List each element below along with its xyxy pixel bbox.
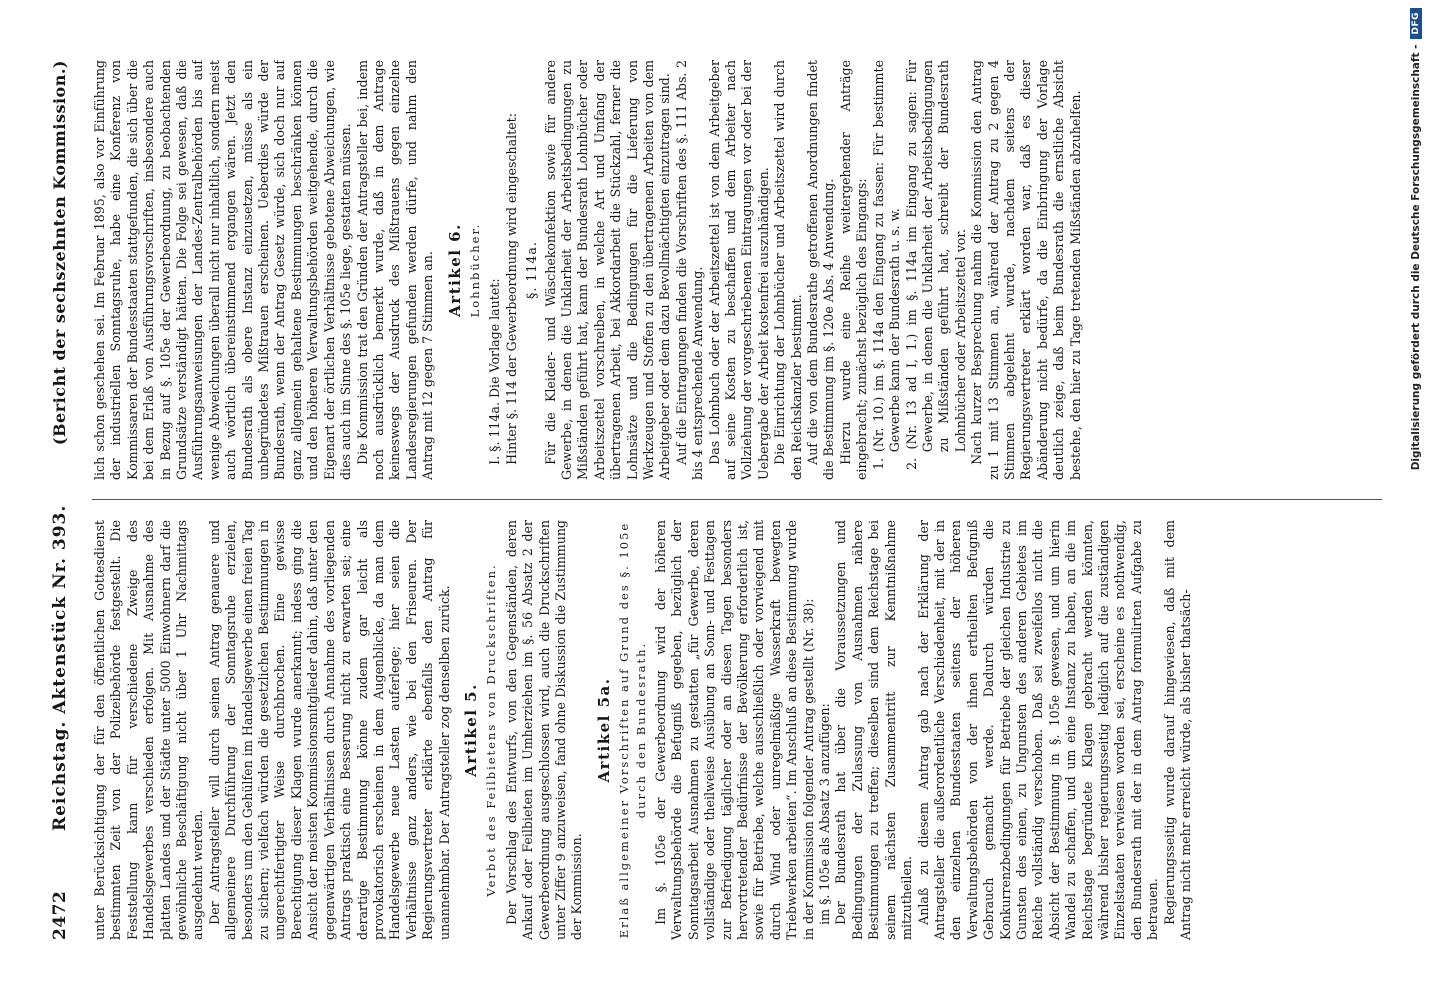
paragraph: Das Lohnbuch oder der Arbeitszettel ist von dem Arbeitgeber auf seine Kosten zu beschaffen und dem Arbeiter nach Vollziehung der vorgeschriebenen Eintragungen vor oder bei der Uebergabe der Arbeit kostenfrei auszuhändigen. <box>706 60 771 480</box>
paragraph: Der Vorschlag des Entwurfs, von den Gegenständen, deren Ankauf oder Feilbieten im Umherziehen im §. 56 Absatz 2 der Gewerbeordnung ausgeschlossen wird, auch die Druckschriften unter Ziffer 9 anzuweisen, fand ohne Diskussion die Zustimmung der Kommission. <box>503 520 585 940</box>
paragraph: Auf die von dem Bundesrathe getroffenen Anordnungen findet die Bestimmung im §. 120e Abs. 4 Anwendung. <box>805 60 837 480</box>
paragraph: Für die Kleider- und Wäschekonfektion sowie für andere Gewerbe, in denen die Unklarheit der Arbeitsbedingungen zu Mißständen geführt hat, kann der Bundesrath Lohnbücher oder Arbeitszettel vorschreiben, in welche Art und Umfang der übertragenen Arbeit, bei Akkordarbeit die Stückzahl, ferner die Lohnsätze und die Bedingungen für die Lieferung von Werkzeugen und Stoffen zu den übertragenen Arbeiten von dem Arbeitgeber oder dem dazu Bevollmächtigten einzutragen sind. <box>542 60 673 480</box>
paragraph: Der Antragsteller will durch seinen Antrag genauere und allgemeinere Durchführung der Sonntagsruhe erzielen, besonders um den Gehülfen im Handelsgewerbe einen freien Tag zu sichern; vielfach würden die gesetzlichen Bestimmungen in ungerechtfertigter Weise durchbrochen. Eine gewisse Berechtigung dieser Klagen wurde anerkannt; indess ging die Ansicht der meisten Kommissionsmitglieder dahin, daß unter den gegenwärtigen Verhältnissen durch Annahme des vorliegenden Antrags praktisch eine Besserung nicht zu erwarten sei; eine derartige Bestimmung könne zudem gar leicht als provokatorisch erscheinen in dem Augenblicke, da man dem Handelsgewerbe neue Lasten auferlege; hier seien die Verhältnisse ganz anders, wie bei den Friseuren. Der Regierungsvertreter erklärte ebenfalls den Antrag für unannehmbar. Der Antragsteller zog denselben zurück. <box>206 520 452 940</box>
amendment-item: 1. (Nr. 10.) im §. 114a den Eingang zu fassen: Für bestimmte Gewerbe kann der Bundesrath u. s. w. <box>870 60 903 470</box>
paragraph: Regierungsseitig wurde darauf hingewiesen, daß mit dem Antrag nicht mehr erreicht würde, als bisher thatsäch- <box>1161 520 1193 940</box>
digitization-label <box>1404 8 1428 992</box>
left-column <box>92 520 1382 940</box>
digitization-note: Digitalisierung gefördert durch die Deutsche Forschungsgemeinschaft - <box>1410 44 1422 471</box>
paragraph: Hinter §. 114 der Gewerbeordnung wird eingeschaltet: <box>503 113 519 465</box>
article-5-subheading: Verbot des Feilbietens von Druckschriften. <box>484 563 499 897</box>
report-title: (Bericht der sechszehnten Kommission.) <box>50 60 69 446</box>
paragraph: Die Kommission trat den Gründen der Antragsteller bei, indem noch ausdrücklich bemerkt wurde, daß in dem Antrage keineswegs der Ausdruck des Mißtrauens gegen einzelne Landesregierungen gefunden werden dürfe, und nahm den Antrag mit 12 gegen 7 Stimmen an. <box>354 60 436 480</box>
right-column <box>92 60 1382 480</box>
paragraph: lich schon geschehen sei. Im Februar 1895, also vor Einführung der industriellen Sonntagsruhe, habe eine Konferenz von Kommissaren der Bundesstaaten stattgefunden, die sich über die bei dem Erlaß von Ausführungsvorschriften, insbesondere auch in Bezug auf §. 105e der Gewerbeordnung, zu beobachtenden Grundsätze verständigt hätten. Die Folge sei gewesen, daß die Ausführungsanweisungen der Landes-Zentralbehörden bis auf wenige Abweichungen überall nicht nur inhaltlich, sondern meist auch wörtlich übereinstimmend ergangen wären. Jetzt den Bundesrath als obere Instanz einzusetzen, müsse als ein unbegründetes Mißtrauen erscheinen. Ueberdies würde der Bundesrath, wenn der Antrag Gesetz würde, sich doch nur auf ganz allgemein gehaltene Bestimmungen beschränken können und den höheren Verwaltungsbehörden weitgehende, durch die Eigenart der örtlichen Verhältnisse gebotene Abweichungen, wie dies auch im Sinne des §. 105e liege, gestatten müssen. <box>92 60 354 480</box>
article-5a-subheading: Erlaß allgemeiner Vorschriften auf Grund des §. 105e durch den Bundesrath. <box>617 521 648 939</box>
column-divider <box>92 499 1382 500</box>
running-title: Reichstag. Aktenstück Nr. 393. <box>50 504 70 832</box>
paragraph: Nach kurzer Besprechung nahm die Kommission den Antrag zu 1 mit 13 Stimmen an, während der Antrag zu 2 gegen 4 Stimmen abgelehnt wurde, nachdem seitens der Regierungsvertreter erklärt worden war, daß es dieser Abänderung nicht bedürfe, da die Einbringung der Vorlage deutlich zeige, daß beim Bundesrath die ernstliche Absicht bestehe, den hier zu Tage tretenden Mißständen abzuhelfen. <box>969 60 1083 480</box>
paragraph: Im §. 105e der Gewerbeordnung wird der höheren Verwaltungsbehörde die Befugniß gegeben, bezüglich der Sonntagsarbeit Ausnahmen zu gestatten „für Gewerbe, deren vollständige oder theilweise Ausübung an Sonn- und Festtagen zur Befriedigung täglicher oder an diesen Tagen besonders hervortretender Bedürfnisse der Bevölkerung erforderlich ist, sowie für Betriebe, welche ausschließlich oder vorwiegend mit durch Wind oder unregelmäßige Wasserkraft bewegten Triebwerken arbeiten“. Im Anschluß an diese Bestimmung wurde in der Kommission folgender Antrag gestellt (Nr. 38): <box>653 520 816 940</box>
article-6-subheading: Lohnbücher. <box>467 222 482 318</box>
paragraph: Auf die Eintragungen finden die Vorschriften des §. 111 Abs. 2 bis 4 entsprechende Anwendung. <box>673 60 706 480</box>
paragraph: I. §. 114a. Die Vorlage lautet: <box>487 278 503 465</box>
digitization-strip <box>1404 8 1428 992</box>
section-mark: §. 114a. <box>524 241 540 299</box>
paragraph: unter Berücksichtigung der für den öffentlichen Gottesdienst bestimmten Zeit von der Polizeibehörde festgestellt. Die Feststellung kann für verschiedene Zweige des Handelsgewerbes verschieden erfolgen. Mit Ausnahme des platten Landes und der Städte unter 5000 Einwohnern darf die gewöhnliche Beschäftigung nicht über 1 Uhr Nachmittags ausgedehnt werden. <box>92 520 206 940</box>
page-header <box>50 60 84 940</box>
paragraph: im §. 105e als Absatz 3 anzufügen: <box>817 703 833 925</box>
paragraph: Hierzu wurde eine Reihe weitergehender Anträge eingebracht; zunächst bezüglich des Eingangs: <box>837 60 870 480</box>
dfg-logo-icon: DFG <box>1410 8 1422 39</box>
article-6-heading: Artikel 6. <box>445 223 464 317</box>
quoted-amendment: Der Bundesrath hat über die Voraussetzungen und Bedingungen der Zulassung von Ausnahmen nähere Bestimmungen zu treffen; dieselben sind dem Reichstage bei seinem nächsten Zusammentritt zur Kenntnißnahme mitzutheilen. <box>833 520 915 940</box>
paragraph: Die Einrichtung der Lohnbücher und Arbeitszettel wird durch den Reichskanzler bestimmt. <box>772 60 804 480</box>
paragraph: Anlaß zu diesem Antrag gab nach der Erklärung der Antragsteller die außerordentliche Verschiedenheit, mit der in den einzelnen Bundesstaaten seitens der höheren Verwaltungsbehörden von der ihnen ertheilten Befugniß Gebrauch gemacht werde. Dadurch würden die Konkurrenzbedingungen für Betriebe der gleichen Industrie zu Gunsten des einen, zu Ungunsten des anderen Gebietes im Reiche vollständig verschoben. Daß sei zweifellos nicht die Absicht der Bestimmung in §. 105e gewesen, und um hierin Wandel zu schaffen, und um eine Instanz zu haben, an die im Reichstage begründete Klagen gebracht werden könnten, während bisher regierungsseitig lediglich auf die zuständigen Einzelstaaten verwiesen worden sei, erscheine es nothwendig, den Bundesrath mit der in dem Antrag formulirten Aufgabe zu betrauen. <box>915 520 1161 940</box>
amendment-item: 2. (Nr. 13 ad I, 1.) im §. 114a im Eingang zu sagen: Für Gewerbe, in denen die Unklarheit der Arbeitsbedingungen zu Mißständen geführt hat, schreibt der Bundesrath Lohnbücher oder Arbeitszettel vor. <box>903 60 968 470</box>
page-number: 2472 <box>50 890 70 940</box>
article-5-heading: Artikel 5. <box>461 683 480 777</box>
article-5a-heading: Artikel 5a. <box>594 677 613 783</box>
